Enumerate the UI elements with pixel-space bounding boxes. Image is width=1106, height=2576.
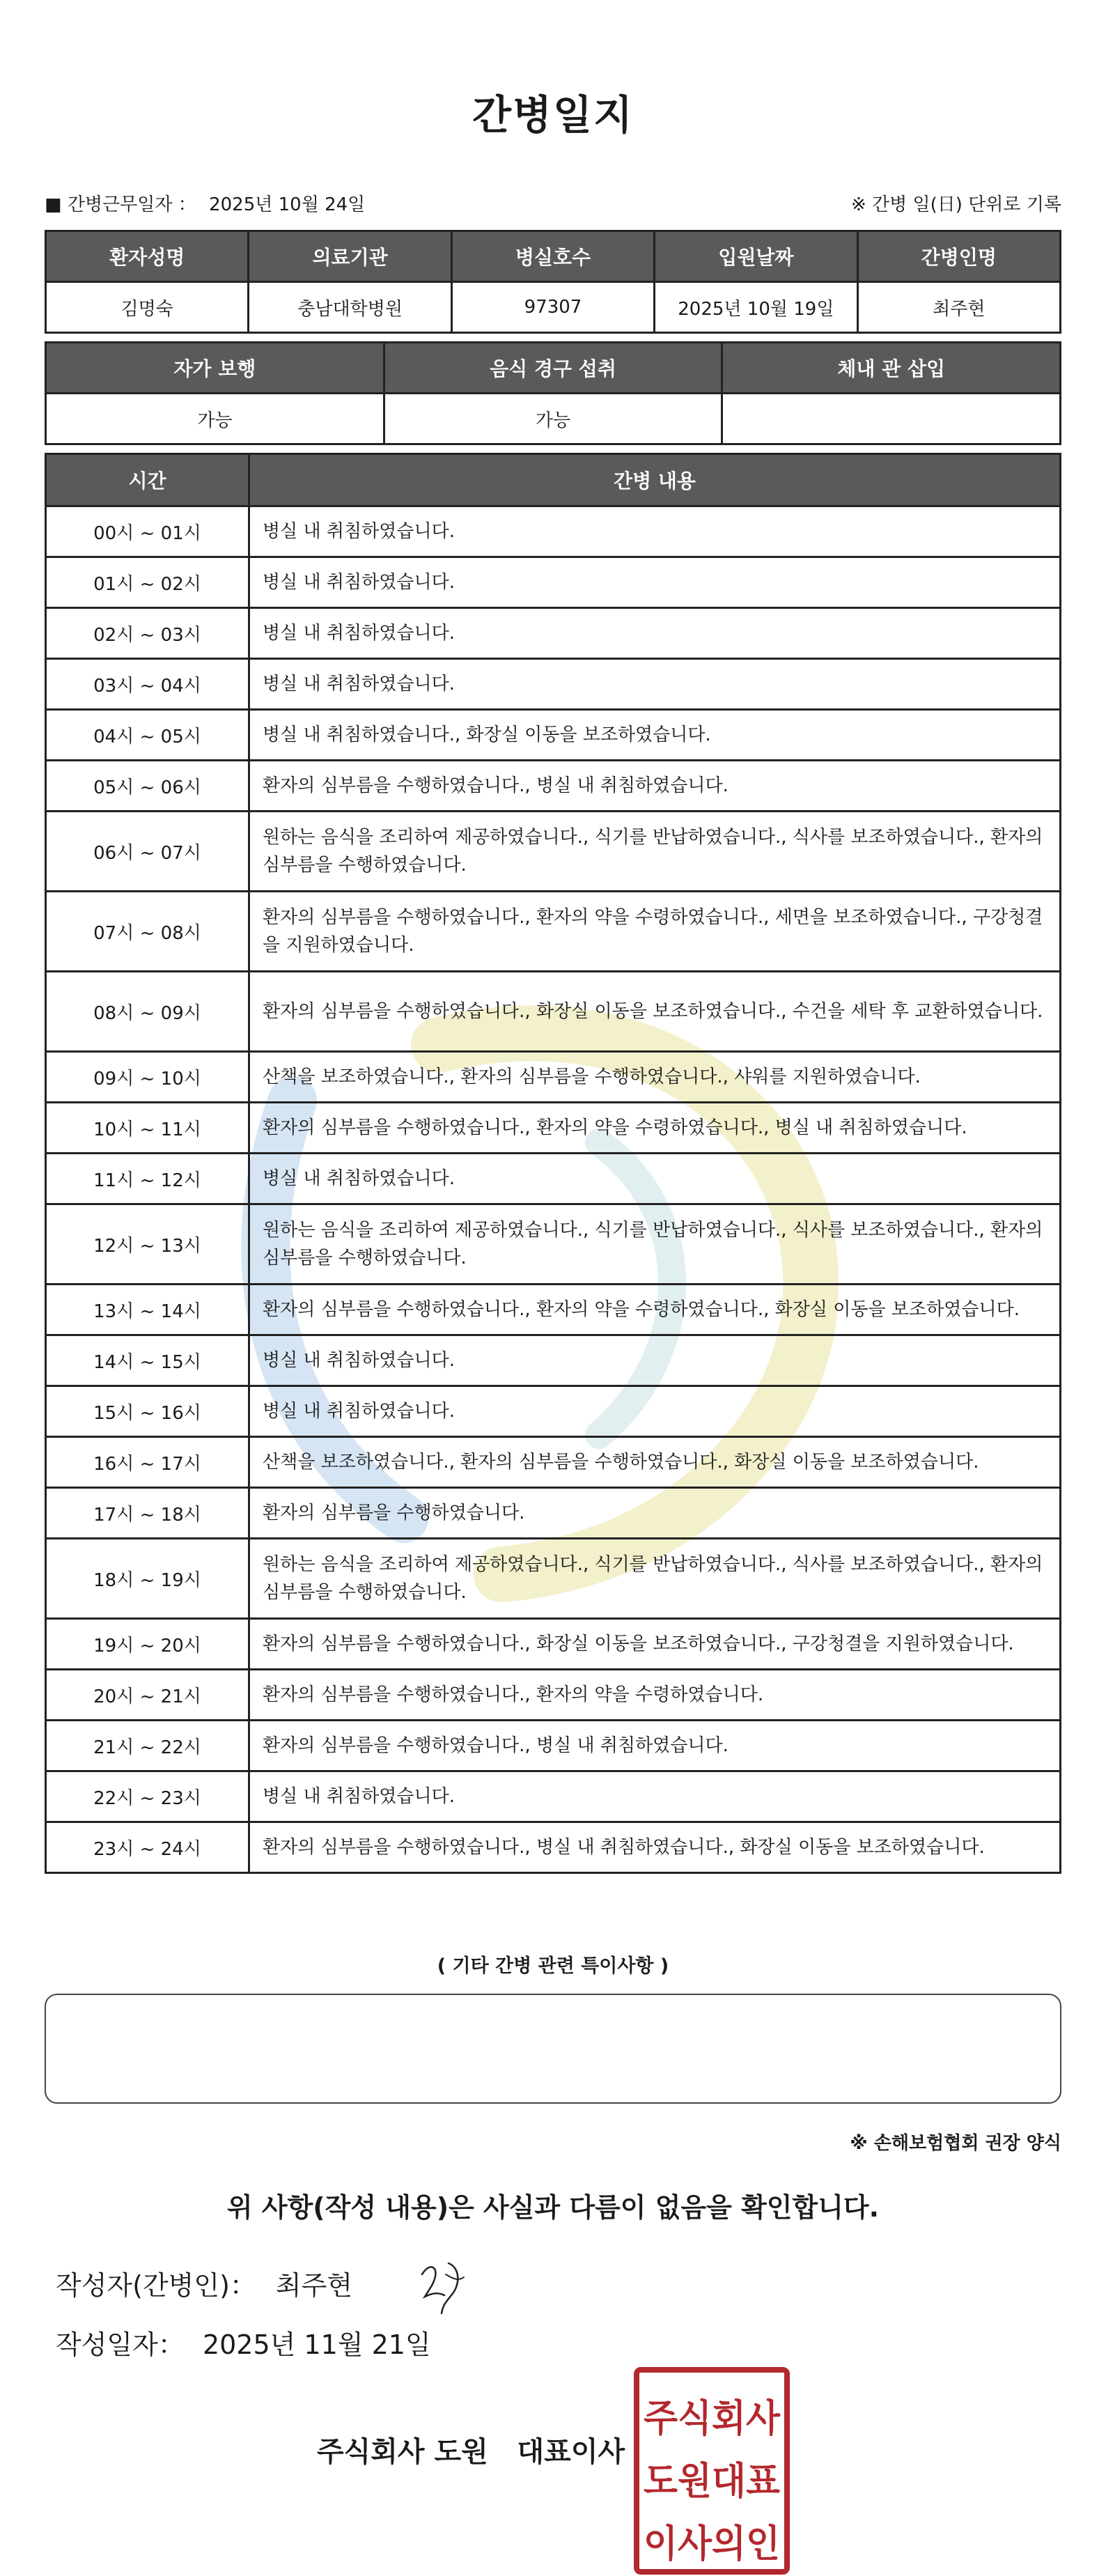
log-time: 22시 ~ 23시 xyxy=(46,1771,249,1822)
room-number: 97307 xyxy=(451,282,654,333)
log-row xyxy=(46,1204,1061,1285)
work-date-label: ■ 간병근무일자 ： xyxy=(45,194,196,215)
log-content: 환자의 심부름을 수행하였습니다., 화장실 이동을 보조하였습니다., 구강청결을 지원하였습니다. xyxy=(249,1619,1061,1670)
log-content: 환자의 심부름을 수행하였습니다. xyxy=(249,1488,1061,1539)
log-time: 17시 ~ 18시 xyxy=(46,1488,249,1539)
log-time: 05시 ~ 06시 xyxy=(46,761,249,812)
log-time: 13시 ~ 14시 xyxy=(46,1285,249,1335)
log-row xyxy=(46,1052,1061,1103)
log-content: 병실 내 취침하였습니다. xyxy=(249,1386,1061,1437)
log-time: 20시 ~ 21시 xyxy=(46,1670,249,1721)
log-content: 환자의 심부름을 수행하였습니다., 환자의 약을 수령하였습니다., 화장실 이동을 보조하였습니다. xyxy=(249,1285,1061,1335)
log-time: 06시 ~ 07시 xyxy=(46,812,249,892)
log-row xyxy=(46,557,1061,608)
header-room-number: 병실호수 xyxy=(451,231,654,282)
header-tube-insertion: 체내 관 삽입 xyxy=(722,343,1061,394)
log-time: 11시 ~ 12시 xyxy=(46,1154,249,1204)
log-time: 09시 ~ 10시 xyxy=(46,1052,249,1103)
log-row xyxy=(46,1721,1061,1771)
log-row xyxy=(46,1488,1061,1539)
log-time: 14시 ~ 15시 xyxy=(46,1335,249,1386)
log-time: 02시 ~ 03시 xyxy=(46,608,249,659)
log-row xyxy=(46,608,1061,659)
log-time: 18시 ~ 19시 xyxy=(46,1539,249,1619)
log-row xyxy=(46,972,1061,1052)
log-content: 병실 내 취침하였습니다. xyxy=(249,608,1061,659)
log-content: 병실 내 취침하였습니다., 화장실 이동을 보조하였습니다. xyxy=(249,710,1061,761)
log-content: 원하는 음식을 조리하여 제공하였습니다., 식기를 반납하였습니다., 식사를 보조하였습니다., 환자의 심부름을 수행하였습니다. xyxy=(249,1539,1061,1619)
log-content: 환자의 심부름을 수행하였습니다., 환자의 약을 수령하였습니다. xyxy=(249,1670,1061,1721)
log-time: 00시 ~ 01시 xyxy=(46,506,249,557)
log-row xyxy=(46,1437,1061,1488)
document-title: 간병일지 xyxy=(472,91,634,139)
writer-line xyxy=(56,2264,352,2302)
care-log-body xyxy=(46,506,1061,1873)
log-row xyxy=(46,761,1061,812)
log-row xyxy=(46,659,1061,710)
written-date-line xyxy=(56,2323,431,2361)
log-content: 환자의 심부름을 수행하였습니다., 병실 내 취침하였습니다. xyxy=(249,1721,1061,1771)
log-time: 21시 ~ 22시 xyxy=(46,1721,249,1771)
patient-info-table xyxy=(45,230,1061,334)
log-row xyxy=(46,1539,1061,1619)
seal-line-2: 도원대표 xyxy=(644,2459,780,2503)
log-content: 원하는 음식을 조리하여 제공하였습니다., 식기를 반납하였습니다., 식사를 보조하였습니다., 환자의 심부름을 수행하였습니다. xyxy=(249,1204,1061,1285)
log-row xyxy=(46,1285,1061,1335)
log-content: 원하는 음식을 조리하여 제공하였습니다., 식기를 반납하였습니다., 식사를 보조하였습니다., 환자의 심부름을 수행하였습니다. xyxy=(249,812,1061,892)
special-notes-title: ( 기타 간병 관련 특이사항 ) xyxy=(437,1955,669,1977)
log-row xyxy=(46,812,1061,892)
log-row xyxy=(46,1335,1061,1386)
log-time: 15시 ~ 16시 xyxy=(46,1386,249,1437)
confirmation-statement: 위 사항(작성 내용)은 사실과 다름이 없음을 확인합니다. xyxy=(226,2192,880,2223)
work-date-value: 2025년 10월 24일 xyxy=(209,194,366,215)
tube-insertion-value xyxy=(722,394,1061,444)
header-hospital: 의료기관 xyxy=(249,231,451,282)
log-content: 병실 내 취침하였습니다. xyxy=(249,1335,1061,1386)
header-time: 시간 xyxy=(46,454,249,506)
seal-line-1: 주식회사 xyxy=(644,2396,781,2440)
header-patient-name: 환자성명 xyxy=(46,231,249,282)
special-notes-box xyxy=(45,1994,1061,2104)
log-content: 환자의 심부름을 수행하였습니다., 병실 내 취침하였습니다. xyxy=(249,761,1061,812)
log-content: 산책을 보조하였습니다., 환자의 심부름을 수행하였습니다., 샤워를 지원하였습니다. xyxy=(249,1052,1061,1103)
log-content: 병실 내 취침하였습니다. xyxy=(249,506,1061,557)
daily-record-note: ※ 간병 일(日) 단위로 기록 xyxy=(850,194,1061,215)
log-time: 10시 ~ 11시 xyxy=(46,1103,249,1154)
patient-name: 김명숙 xyxy=(46,282,249,333)
log-row xyxy=(46,892,1061,972)
log-time: 01시 ~ 02시 xyxy=(46,557,249,608)
log-content: 병실 내 취침하였습니다. xyxy=(249,1154,1061,1204)
log-content: 병실 내 취침하였습니다. xyxy=(249,1771,1061,1822)
log-content: 병실 내 취침하였습니다. xyxy=(249,557,1061,608)
log-content: 병실 내 취침하였습니다. xyxy=(249,659,1061,710)
log-row xyxy=(46,710,1061,761)
log-time: 07시 ~ 08시 xyxy=(46,892,249,972)
written-date-label: 작성일자： xyxy=(56,2329,185,2360)
company-seal xyxy=(634,2367,790,2575)
work-date xyxy=(45,190,365,216)
log-row xyxy=(46,1154,1061,1204)
recommend-note: ※ 손해보험협회 권장 양식 xyxy=(850,2133,1061,2154)
written-date-value: 2025년 11월 21일 xyxy=(202,2329,431,2360)
log-content: 환자의 심부름을 수행하였습니다., 환자의 약을 수령하였습니다., 병실 내 취침하였습니다. xyxy=(249,1103,1061,1154)
header-admission-date: 입원날짜 xyxy=(655,231,857,282)
header-oral-intake: 음식 경구 섭취 xyxy=(384,343,722,394)
log-content: 산책을 보조하였습니다., 환자의 심부름을 수행하였습니다., 화장실 이동을 보조하였습니다. xyxy=(249,1437,1061,1488)
hospital-name: 충남대학병원 xyxy=(249,282,451,333)
log-row xyxy=(46,506,1061,557)
log-time: 19시 ~ 20시 xyxy=(46,1619,249,1670)
log-row xyxy=(46,1386,1061,1437)
log-time: 16시 ~ 17시 xyxy=(46,1437,249,1488)
log-row xyxy=(46,1822,1061,1873)
log-time: 08시 ~ 09시 xyxy=(46,972,249,1052)
log-content: 환자의 심부름을 수행하였습니다., 병실 내 취침하였습니다., 화장실 이동을 보조하였습니다. xyxy=(249,1822,1061,1873)
caregiver-name: 최주현 xyxy=(857,282,1060,333)
writer-label: 작성자(간병인)： xyxy=(56,2270,256,2301)
self-walking-value: 가능 xyxy=(46,394,384,444)
log-row xyxy=(46,1103,1061,1154)
log-time: 04시 ~ 05시 xyxy=(46,710,249,761)
header-caregiver-name: 간병인명 xyxy=(857,231,1060,282)
log-content: 환자의 심부름을 수행하였습니다., 화장실 이동을 보조하였습니다., 수건을 세탁 후 교환하였습니다. xyxy=(249,972,1061,1052)
log-content: 환자의 심부름을 수행하였습니다., 환자의 약을 수령하였습니다., 세면을 보조하였습니다., 구강청결을 지원하였습니다. xyxy=(249,892,1061,972)
oral-intake-value: 가능 xyxy=(384,394,722,444)
log-time: 03시 ~ 04시 xyxy=(46,659,249,710)
header-care-content: 간병 내용 xyxy=(249,454,1061,506)
log-time: 23시 ~ 24시 xyxy=(46,1822,249,1873)
patient-status-table xyxy=(45,341,1061,445)
admission-date: 2025년 10월 19일 xyxy=(655,282,857,333)
log-time: 12시 ~ 13시 xyxy=(46,1204,249,1285)
signature-mark xyxy=(418,2253,467,2316)
log-row xyxy=(46,1771,1061,1822)
care-log-table xyxy=(45,453,1061,1874)
log-row xyxy=(46,1619,1061,1670)
log-row xyxy=(46,1670,1061,1721)
seal-line-3: 이사의인 xyxy=(644,2522,780,2566)
company-representative: 주식회사 도원 대표이사 xyxy=(317,2436,625,2468)
writer-name: 최주현 xyxy=(275,2270,353,2301)
header-self-walking: 자가 보행 xyxy=(46,343,384,394)
